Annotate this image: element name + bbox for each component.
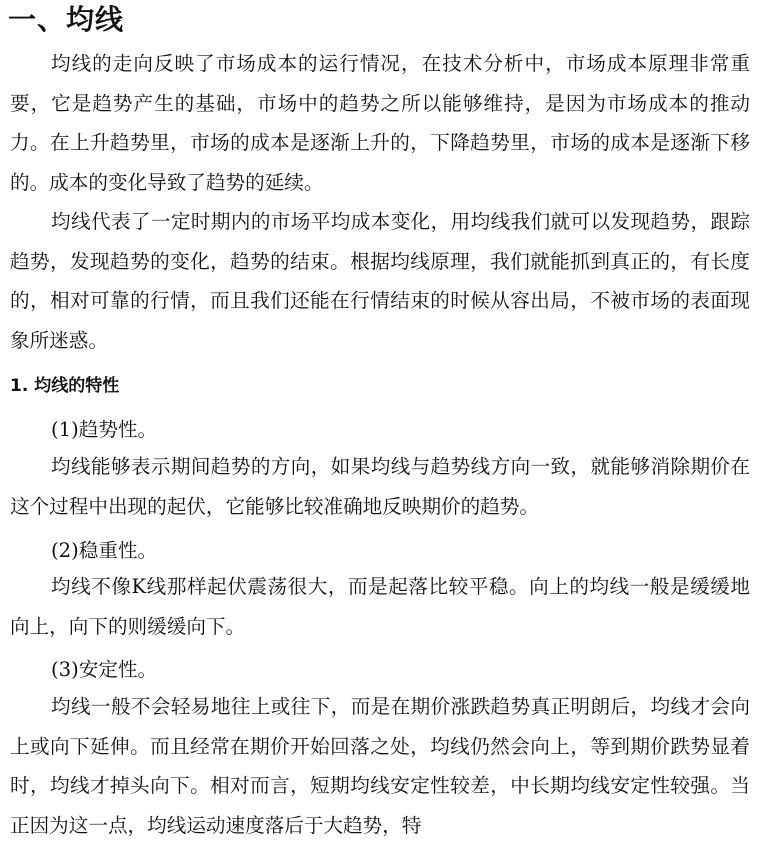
item-label-trend: (1)趋势性。 xyxy=(51,418,158,441)
subsection-title: 1. 均线的特性 xyxy=(10,376,120,396)
item-label-stability: (2)稳重性。 xyxy=(51,539,158,562)
item-label-steadiness: (3)安定性。 xyxy=(51,658,158,681)
paragraph-steadiness: 均线一般不会轻易地往上或往下，而是在期价涨跌趋势真正明朗后，均线才会向上或向下延伸。而且经常在期价开始回落之处，均线仍然会向上，等到期价跌势显着时，均线才掉头向下。相对而言，短期均线安定性较差，中长期均线安定性较强。当正因为这一点，均线运动速度落后于大趋势，特 xyxy=(10,695,750,837)
paragraph-trend: 均线能够表示期间趋势的方向，如果均线与趋势线方向一致，就能够消除期价在这个过程中出现的起伏，它能够比较准确地反映期价的趋势。 xyxy=(10,455,750,518)
paragraph-market-cost: 均线的走向反映了市场成本的运行情况，在技术分析中，市场成本原理非常重要，它是趋势产生的基础，市场中的趋势之所以能够维持，是因为市场成本的推动力。在上升趋势里，市场的成本是逐渐上升的，下降趋势里，市场的成本是逐渐下移的。成本的变化导致了趋势的延续。 xyxy=(10,52,750,194)
paragraph-stability: 均线不像K线那样起伏震荡很大，而是起落比较平稳。向上的均线一般是缓缓地向上，向下的则缓缓向下。 xyxy=(10,575,750,638)
paragraph-average-cost: 均线代表了一定时期内的市场平均成本变化，用均线我们就可以发现趋势，跟踪趋势，发现趋势的变化，趋势的结束。根据均线原理，我们就能抓到真正的，有长度的，相对可靠的行情，而且我们还能在行情结束的时候从容出局，不被市场的表面现象所迷惑。 xyxy=(10,210,750,352)
section-heading: 一、均线 xyxy=(8,3,125,36)
